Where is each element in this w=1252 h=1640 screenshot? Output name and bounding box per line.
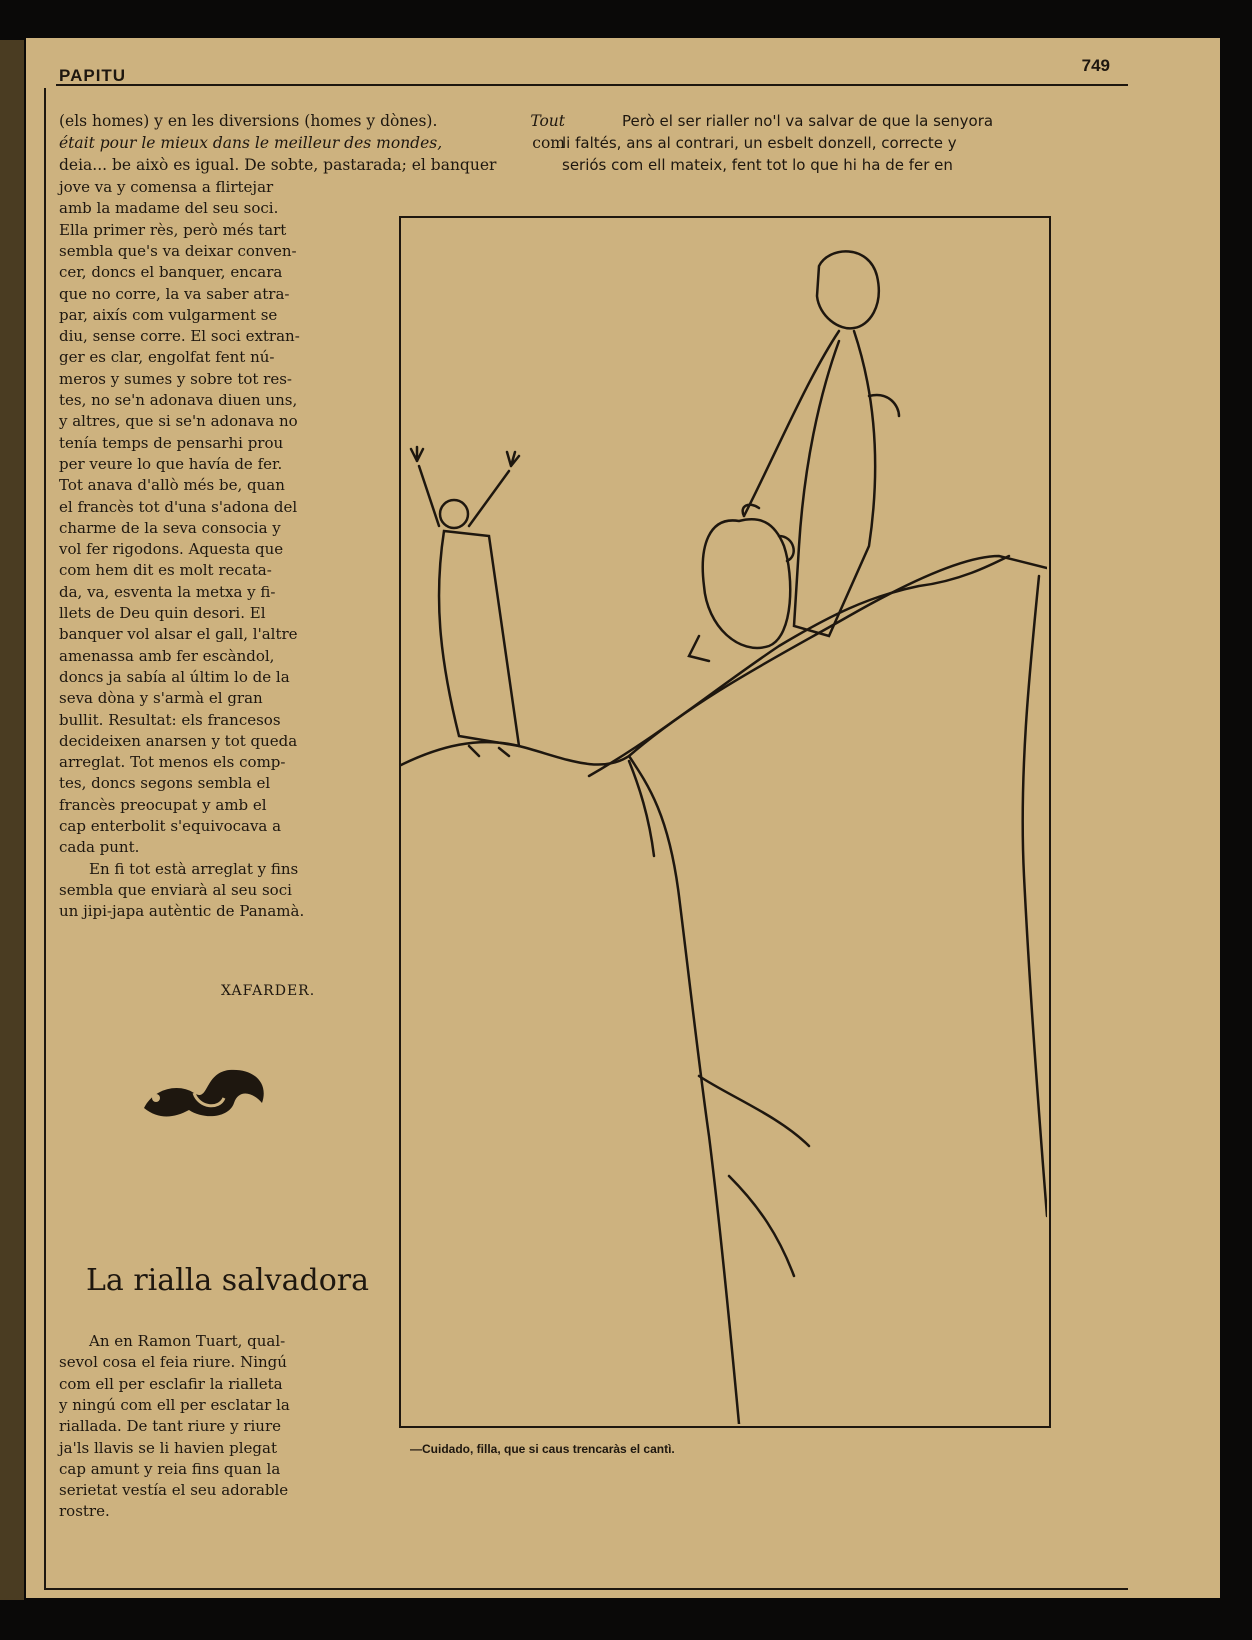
body-line: sevol cosa el feia riure. Ningú: [59, 1353, 287, 1372]
body-line: cada punt.: [59, 838, 140, 857]
body-line: Ella primer rès, però més tart: [59, 220, 287, 239]
body-line: cap amunt y reia fins quan la: [59, 1459, 281, 1478]
body-line: diu, sense corre. El soci extran-: [59, 327, 300, 346]
body-line: rostre.: [59, 1502, 110, 1521]
body-line: tes, doncs segons sembla el: [59, 774, 271, 793]
body-line: tenía temps de pensarhi prou: [59, 433, 284, 452]
body-line: En fi tot està arreglat y fins: [89, 859, 299, 878]
body-line: An en Ramon Tuart, qual-: [89, 1332, 286, 1350]
body-line: doncs ja sabía al últim lo de la: [59, 667, 290, 686]
body-line: Tot anava d'allò més be, quan: [59, 476, 285, 495]
body-line: bullit. Resultat: els francesos: [59, 710, 281, 729]
body-line: tes, no se'n adonava diuen uns,: [59, 391, 298, 409]
body-line: y ningú com ell per esclatar la: [59, 1395, 290, 1414]
body-line: da, va, esventa la metxa y fi-: [59, 582, 276, 601]
footer-rule: [44, 1588, 1128, 1590]
illustration-caption: —Cuidado, filla, que si caus trencaràs el cantì.: [410, 1442, 675, 1456]
body-line: ja'ls llavis se li havien plegat: [59, 1438, 277, 1457]
body-line: amb la madame del seu soci.: [59, 199, 279, 218]
body-line: arreglat. Tot menos els comp-: [59, 753, 286, 772]
body-line: que no corre, la va saber atra-: [59, 284, 290, 303]
body-line: jove va y comensa a flirtejar: [59, 178, 274, 196]
body-line: riallada. De tant riure y riure: [59, 1417, 281, 1436]
body-line: amenassa amb fer escàndol,: [59, 646, 275, 665]
body-line: un jipi-japa autèntic de Panamà.: [59, 902, 305, 921]
body-line: cap enterbolit s'equivocava a: [59, 817, 282, 835]
squirrel-ornament-icon: [134, 1048, 274, 1128]
magazine-title: PAPITU: [59, 66, 127, 85]
body-line: y altres, que si se'n adonava no: [59, 412, 298, 431]
article-title: La rialla salvadora: [86, 1263, 369, 1298]
body-line: était pour le mieux dans le meilleur des mondes, com: [59, 134, 565, 152]
author-signature: XAFARDER.: [221, 983, 316, 999]
body-line: Però el ser rialler no'l va salvar de que la senyora: [622, 112, 994, 130]
body-line: llets de Deu quin desori. El: [59, 604, 266, 622]
page-number: 749: [1081, 56, 1110, 75]
body-line: vol fer rigodons. Aquesta que: [59, 540, 284, 559]
body-line: li faltés, ans al contrari, un esbelt donzell, correcte y: [562, 134, 957, 152]
body-line: charme de la seva consocia y: [59, 518, 281, 537]
cliff-illustration: [399, 216, 1047, 1424]
body-line: meros y sumes y sobre tot res-: [59, 369, 292, 388]
body-line: deia... be això es igual. De sobte, pastarada; el banquer: [59, 156, 497, 174]
body-line: par, aixís com vulgarment se: [59, 305, 278, 324]
header-rule: [56, 84, 1128, 86]
body-line: cer, doncs el banquer, encara: [59, 263, 283, 282]
body-line: (els homes) y en les diversions (homes y dònes). Tout: [59, 112, 565, 130]
body-line: sembla que enviarà al seu soci: [59, 880, 292, 899]
body-line: decideixen anarsen y tot queda: [59, 731, 298, 750]
body-line: ger es clar, engolfat fent nú-: [59, 348, 275, 367]
body-line: seva dòna y s'armà el gran: [59, 689, 263, 708]
magazine-page: [26, 38, 1220, 1598]
body-line: com ell per esclafir la rialleta: [59, 1374, 283, 1393]
margin-rule: [44, 88, 46, 1588]
body-line: seriós com ell mateix, fent tot lo que hi ha de fer en: [562, 156, 953, 174]
body-line: banquer vol alsar el gall, l'altre: [59, 625, 298, 644]
body-line: com hem dit es molt recata-: [59, 561, 272, 580]
body-line: per veure lo que havía de fer.: [59, 454, 283, 473]
book-spine: [0, 40, 24, 1600]
body-line: serietat vestía el seu adorable: [59, 1481, 289, 1500]
body-line: francès preocupat y amb el: [59, 795, 267, 814]
body-line: el francès tot d'una s'adona del: [59, 497, 298, 516]
body-line: sembla que's va deixar conven-: [59, 241, 297, 260]
